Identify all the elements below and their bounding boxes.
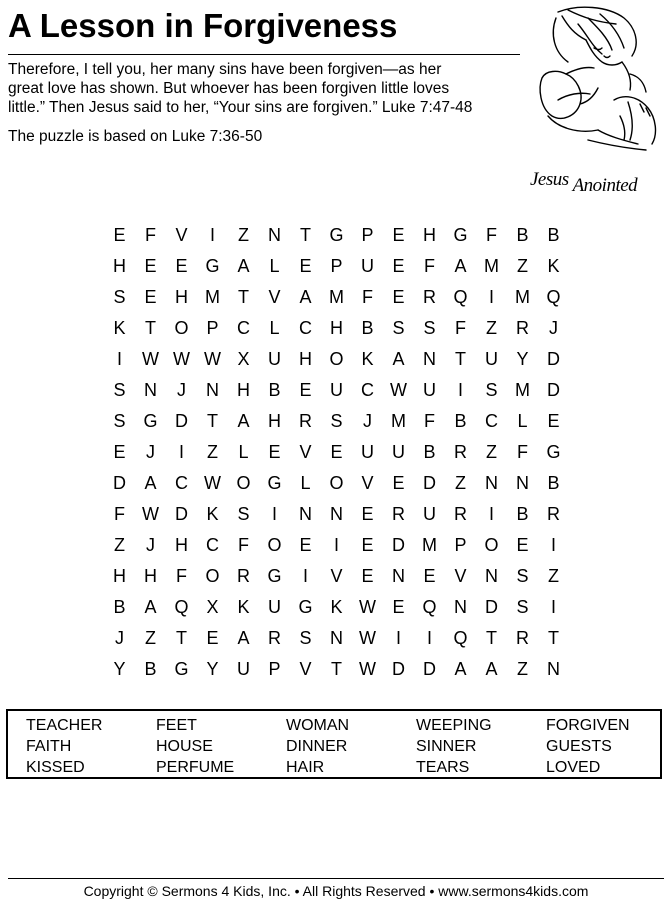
- grid-letter: Z: [548, 566, 559, 586]
- grid-letter: T: [300, 225, 311, 245]
- grid-letter: I: [271, 504, 277, 524]
- grid-letter: H: [175, 287, 188, 307]
- grid-letter: D: [485, 597, 498, 617]
- grid-letter: M: [329, 287, 344, 307]
- grid-letter: P: [454, 535, 467, 555]
- grid-letter: E: [144, 287, 157, 307]
- grid-letter: L: [517, 411, 528, 431]
- grid-letter: S: [392, 318, 405, 338]
- grid-letter: Z: [486, 318, 497, 338]
- grid-letter: V: [330, 566, 343, 586]
- grid-letter: Y: [113, 659, 126, 679]
- grid-letter: I: [426, 628, 432, 648]
- grid-letter: D: [113, 473, 126, 493]
- grid-letter: H: [423, 225, 436, 245]
- grid-letter: U: [268, 349, 281, 369]
- page-title: A Lesson in Forgiveness: [8, 7, 398, 44]
- grid-letter: Z: [238, 225, 249, 245]
- grid-letter: N: [206, 380, 219, 400]
- word-bank-column: [286, 715, 416, 778]
- copyright-footer: Copyright © Sermons 4 Kids, Inc. • All Rights Reserved • www.sermons4kids.com: [83, 883, 589, 899]
- grid-letter: G: [453, 225, 468, 245]
- grid-letter: O: [329, 473, 344, 493]
- grid-letter: J: [363, 411, 372, 431]
- grid-letter: S: [423, 318, 436, 338]
- grid-letter: E: [392, 473, 405, 493]
- grid-letter: Q: [546, 287, 561, 307]
- grid-letter: D: [392, 659, 405, 679]
- grid-letter: H: [268, 411, 281, 431]
- grid-letter: E: [268, 442, 281, 462]
- grid-letter: D: [423, 659, 436, 679]
- grid-letter: P: [361, 225, 374, 245]
- grid-letter: W: [142, 504, 159, 524]
- grid-letter: N: [423, 349, 436, 369]
- grid-letter: O: [174, 318, 189, 338]
- grid-letter: B: [361, 318, 374, 338]
- grid-letter: E: [547, 411, 560, 431]
- grid-letter: R: [516, 628, 529, 648]
- grid-letter: K: [113, 318, 126, 338]
- grid-letter: Z: [517, 256, 528, 276]
- word-bank-word: FEET: [156, 717, 197, 734]
- grid-letter: E: [392, 225, 405, 245]
- grid-letter: T: [176, 628, 187, 648]
- grid-letter: Y: [516, 349, 529, 369]
- grid-letter: Z: [207, 442, 218, 462]
- grid-letter: I: [457, 380, 463, 400]
- grid-letter: P: [330, 256, 343, 276]
- grid-letter: C: [175, 473, 188, 493]
- grid-letter: U: [485, 349, 498, 369]
- grid-letter: R: [454, 442, 467, 462]
- grid-letter: E: [516, 535, 529, 555]
- word-bank-word: FAITH: [26, 738, 72, 755]
- grid-letter: H: [113, 566, 126, 586]
- grid-letter: S: [516, 597, 529, 617]
- grid-letter: Q: [453, 287, 468, 307]
- grid-letter: G: [205, 256, 220, 276]
- grid-letter: Q: [453, 628, 468, 648]
- grid-letter: A: [237, 411, 250, 431]
- grid-letter: I: [302, 566, 308, 586]
- grid-letter: L: [269, 256, 280, 276]
- verse-line: great love has shown. But whoever has been forgiven little loves: [8, 80, 450, 97]
- word-bank-word: WOMAN: [286, 717, 350, 734]
- footer-divider: [8, 878, 664, 879]
- grid-letter: K: [206, 504, 219, 524]
- grid-letter: M: [515, 287, 530, 307]
- grid-letter: L: [238, 442, 249, 462]
- grid-letter: Q: [422, 597, 437, 617]
- grid-letter: M: [422, 535, 437, 555]
- grid-letter: U: [392, 442, 405, 462]
- grid-letter: B: [454, 411, 467, 431]
- grid-letter: B: [516, 504, 529, 524]
- grid-letter: U: [361, 256, 374, 276]
- grid-letter: S: [237, 504, 250, 524]
- grid-letter: Z: [114, 535, 125, 555]
- grid-letter: A: [237, 256, 250, 276]
- grid-letter: S: [485, 380, 498, 400]
- grid-letter: V: [361, 473, 374, 493]
- grid-letter: O: [329, 349, 344, 369]
- grid-letter: U: [423, 380, 436, 400]
- grid-letter: E: [113, 225, 126, 245]
- grid-letter: W: [204, 473, 221, 493]
- grid-letter: I: [395, 628, 401, 648]
- word-bank-word: TEARS: [416, 759, 470, 776]
- grid-letter: S: [299, 628, 312, 648]
- grid-letter: C: [299, 318, 312, 338]
- word-bank-word: KISSED: [26, 759, 85, 776]
- grid-letter: U: [423, 504, 436, 524]
- grid-letter: W: [359, 597, 376, 617]
- grid-letter: Q: [174, 597, 189, 617]
- grid-letter: S: [516, 566, 529, 586]
- grid-letter: U: [361, 442, 374, 462]
- grid-letter: E: [299, 256, 312, 276]
- grid-letter: A: [144, 597, 157, 617]
- grid-letter: B: [516, 225, 529, 245]
- word-bank-word: TEACHER: [26, 717, 103, 734]
- word-bank-word: GUESTS: [546, 738, 612, 755]
- grid-letter: I: [116, 349, 122, 369]
- grid-letter: D: [547, 349, 560, 369]
- word-bank: [6, 709, 662, 779]
- grid-letter: F: [486, 225, 497, 245]
- grid-letter: I: [178, 442, 184, 462]
- grid-letter: J: [549, 318, 558, 338]
- grid-letter: I: [333, 535, 339, 555]
- grid-letter: N: [330, 504, 343, 524]
- grid-letter: I: [550, 597, 556, 617]
- grid-letter: J: [146, 442, 155, 462]
- grid-letter: I: [550, 535, 556, 555]
- grid-letter: N: [547, 659, 560, 679]
- grid-letter: L: [269, 318, 280, 338]
- grid-letter: W: [204, 349, 221, 369]
- grid-letter: E: [206, 628, 219, 648]
- word-bank-word: WEEPING: [416, 717, 492, 734]
- grid-letter: M: [515, 380, 530, 400]
- grid-letter: R: [547, 504, 560, 524]
- grid-letter: A: [454, 256, 467, 276]
- grid-letter: V: [454, 566, 467, 586]
- grid-letter: M: [391, 411, 406, 431]
- grid-letter: F: [145, 225, 156, 245]
- grid-letter: C: [485, 411, 498, 431]
- word-bank-word: HOUSE: [156, 738, 213, 755]
- grid-letter: T: [145, 318, 156, 338]
- grid-letter: H: [299, 349, 312, 369]
- grid-letter: F: [238, 535, 249, 555]
- grid-letter: S: [330, 411, 343, 431]
- grid-letter: E: [330, 442, 343, 462]
- grid-letter: D: [547, 380, 560, 400]
- grid-letter: W: [142, 349, 159, 369]
- illustration-caption: [530, 168, 664, 196]
- grid-letter: R: [299, 411, 312, 431]
- grid-letter: R: [454, 504, 467, 524]
- grid-letter: V: [299, 442, 312, 462]
- grid-letter: E: [392, 256, 405, 276]
- grid-letter: G: [143, 411, 158, 431]
- grid-letter: K: [237, 597, 250, 617]
- grid-letter: W: [390, 380, 407, 400]
- grid-letter: A: [454, 659, 467, 679]
- grid-letter: Z: [517, 659, 528, 679]
- grid-letter: G: [174, 659, 189, 679]
- grid-letter: C: [361, 380, 374, 400]
- grid-letter: O: [205, 566, 220, 586]
- grid-letter: B: [113, 597, 126, 617]
- grid-letter: O: [267, 535, 282, 555]
- word-bank-word: FORGIVEN: [546, 717, 630, 734]
- grid-letter: E: [423, 566, 436, 586]
- grid-letter: P: [206, 318, 219, 338]
- grid-letter: E: [299, 535, 312, 555]
- word-bank-column: [546, 715, 672, 778]
- grid-letter: E: [113, 442, 126, 462]
- grid-letter: F: [424, 411, 435, 431]
- word-bank-column: [156, 715, 286, 778]
- grid-letter: E: [361, 504, 374, 524]
- word-search-grid: [104, 220, 569, 685]
- grid-letter: Z: [145, 628, 156, 648]
- grid-letter: I: [488, 504, 494, 524]
- word-bank-column: [416, 715, 546, 778]
- grid-letter: E: [299, 380, 312, 400]
- grid-letter: Y: [206, 659, 219, 679]
- grid-letter: E: [175, 256, 188, 276]
- grid-letter: T: [207, 411, 218, 431]
- grid-letter: K: [547, 256, 560, 276]
- grid-letter: F: [362, 287, 373, 307]
- grid-letter: V: [299, 659, 312, 679]
- word-bank-word: HAIR: [286, 759, 325, 776]
- grid-letter: B: [423, 442, 436, 462]
- grid-letter: M: [205, 287, 220, 307]
- grid-letter: J: [177, 380, 186, 400]
- grid-letter: U: [330, 380, 343, 400]
- grid-letter: N: [516, 473, 529, 493]
- grid-letter: S: [113, 287, 126, 307]
- grid-letter: N: [299, 504, 312, 524]
- grid-letter: B: [547, 473, 560, 493]
- grid-letter: I: [209, 225, 215, 245]
- word-bank-word: DINNER: [286, 738, 348, 755]
- grid-letter: U: [268, 597, 281, 617]
- grid-letter: B: [268, 380, 281, 400]
- grid-letter: N: [485, 566, 498, 586]
- grid-letter: R: [268, 628, 281, 648]
- scripture-verse: [8, 60, 528, 117]
- grid-letter: D: [392, 535, 405, 555]
- grid-letter: N: [330, 628, 343, 648]
- grid-letter: X: [206, 597, 219, 617]
- grid-letter: F: [176, 566, 187, 586]
- grid-letter: E: [361, 535, 374, 555]
- grid-letter: A: [485, 659, 498, 679]
- grid-letter: R: [392, 504, 405, 524]
- grid-letter: H: [330, 318, 343, 338]
- grid-letter: T: [486, 628, 497, 648]
- grid-letter: R: [516, 318, 529, 338]
- grid-letter: T: [238, 287, 249, 307]
- grid-letter: J: [146, 535, 155, 555]
- grid-letter: Z: [455, 473, 466, 493]
- word-bank-word: PERFUME: [156, 759, 235, 776]
- caption-word: Jesus: [530, 169, 569, 190]
- grid-letter: G: [298, 597, 313, 617]
- grid-letter: O: [484, 535, 499, 555]
- grid-letter: H: [144, 566, 157, 586]
- grid-letter: W: [173, 349, 190, 369]
- verse-line: Therefore, I tell you, her many sins have been forgiven—as her: [8, 61, 442, 78]
- grid-letter: K: [330, 597, 343, 617]
- grid-letter: G: [267, 473, 282, 493]
- title-divider: [8, 54, 520, 55]
- grid-letter: D: [423, 473, 436, 493]
- grid-letter: E: [361, 566, 374, 586]
- grid-letter: R: [237, 566, 250, 586]
- grid-letter: X: [237, 349, 250, 369]
- word-bank-word: SINNER: [416, 738, 477, 755]
- grid-letter: G: [267, 566, 282, 586]
- grid-letter: I: [488, 287, 494, 307]
- grid-letter: T: [455, 349, 466, 369]
- grid-letter: G: [546, 442, 561, 462]
- caption-word: Anointed: [572, 175, 638, 196]
- grid-letter: A: [392, 349, 405, 369]
- grid-letter: B: [547, 225, 560, 245]
- grid-letter: W: [359, 628, 376, 648]
- grid-letter: D: [175, 504, 188, 524]
- grid-letter: F: [455, 318, 466, 338]
- grid-letter: E: [392, 287, 405, 307]
- grid-letter: W: [359, 659, 376, 679]
- grid-letter: A: [144, 473, 157, 493]
- grid-letter: H: [237, 380, 250, 400]
- grid-letter: N: [454, 597, 467, 617]
- grid-letter: A: [299, 287, 312, 307]
- verse-line: little.” Then Jesus said to her, “Your sins are forgiven.” Luke 7:47-48: [8, 99, 473, 116]
- grid-letter: J: [115, 628, 124, 648]
- grid-letter: F: [114, 504, 125, 524]
- grid-letter: F: [517, 442, 528, 462]
- grid-letter: R: [423, 287, 436, 307]
- grid-letter: C: [206, 535, 219, 555]
- grid-letter: H: [113, 256, 126, 276]
- grid-letter: H: [175, 535, 188, 555]
- grid-letter: Z: [486, 442, 497, 462]
- grid-letter: F: [424, 256, 435, 276]
- grid-letter: O: [236, 473, 251, 493]
- grid-letter: U: [237, 659, 250, 679]
- grid-letter: T: [331, 659, 342, 679]
- grid-letter: N: [268, 225, 281, 245]
- grid-letter: A: [237, 628, 250, 648]
- grid-letter: S: [113, 411, 126, 431]
- grid-letter: L: [300, 473, 311, 493]
- grid-letter: E: [144, 256, 157, 276]
- grid-letter: N: [144, 380, 157, 400]
- grid-letter: E: [392, 597, 405, 617]
- grid-letter: C: [237, 318, 250, 338]
- grid-letter: M: [484, 256, 499, 276]
- word-bank-column: [26, 715, 156, 778]
- grid-letter: V: [268, 287, 281, 307]
- word-bank-word: LOVED: [546, 759, 601, 776]
- grid-letter: B: [144, 659, 157, 679]
- grid-letter: N: [485, 473, 498, 493]
- grid-letter: T: [548, 628, 559, 648]
- grid-letter: N: [392, 566, 405, 586]
- puzzle-basis-note: The puzzle is based on Luke 7:36-50: [8, 128, 263, 145]
- grid-letter: D: [175, 411, 188, 431]
- grid-letter: P: [268, 659, 281, 679]
- grid-letter: G: [329, 225, 344, 245]
- grid-letter: V: [175, 225, 188, 245]
- grid-letter: K: [361, 349, 374, 369]
- grid-letter: S: [113, 380, 126, 400]
